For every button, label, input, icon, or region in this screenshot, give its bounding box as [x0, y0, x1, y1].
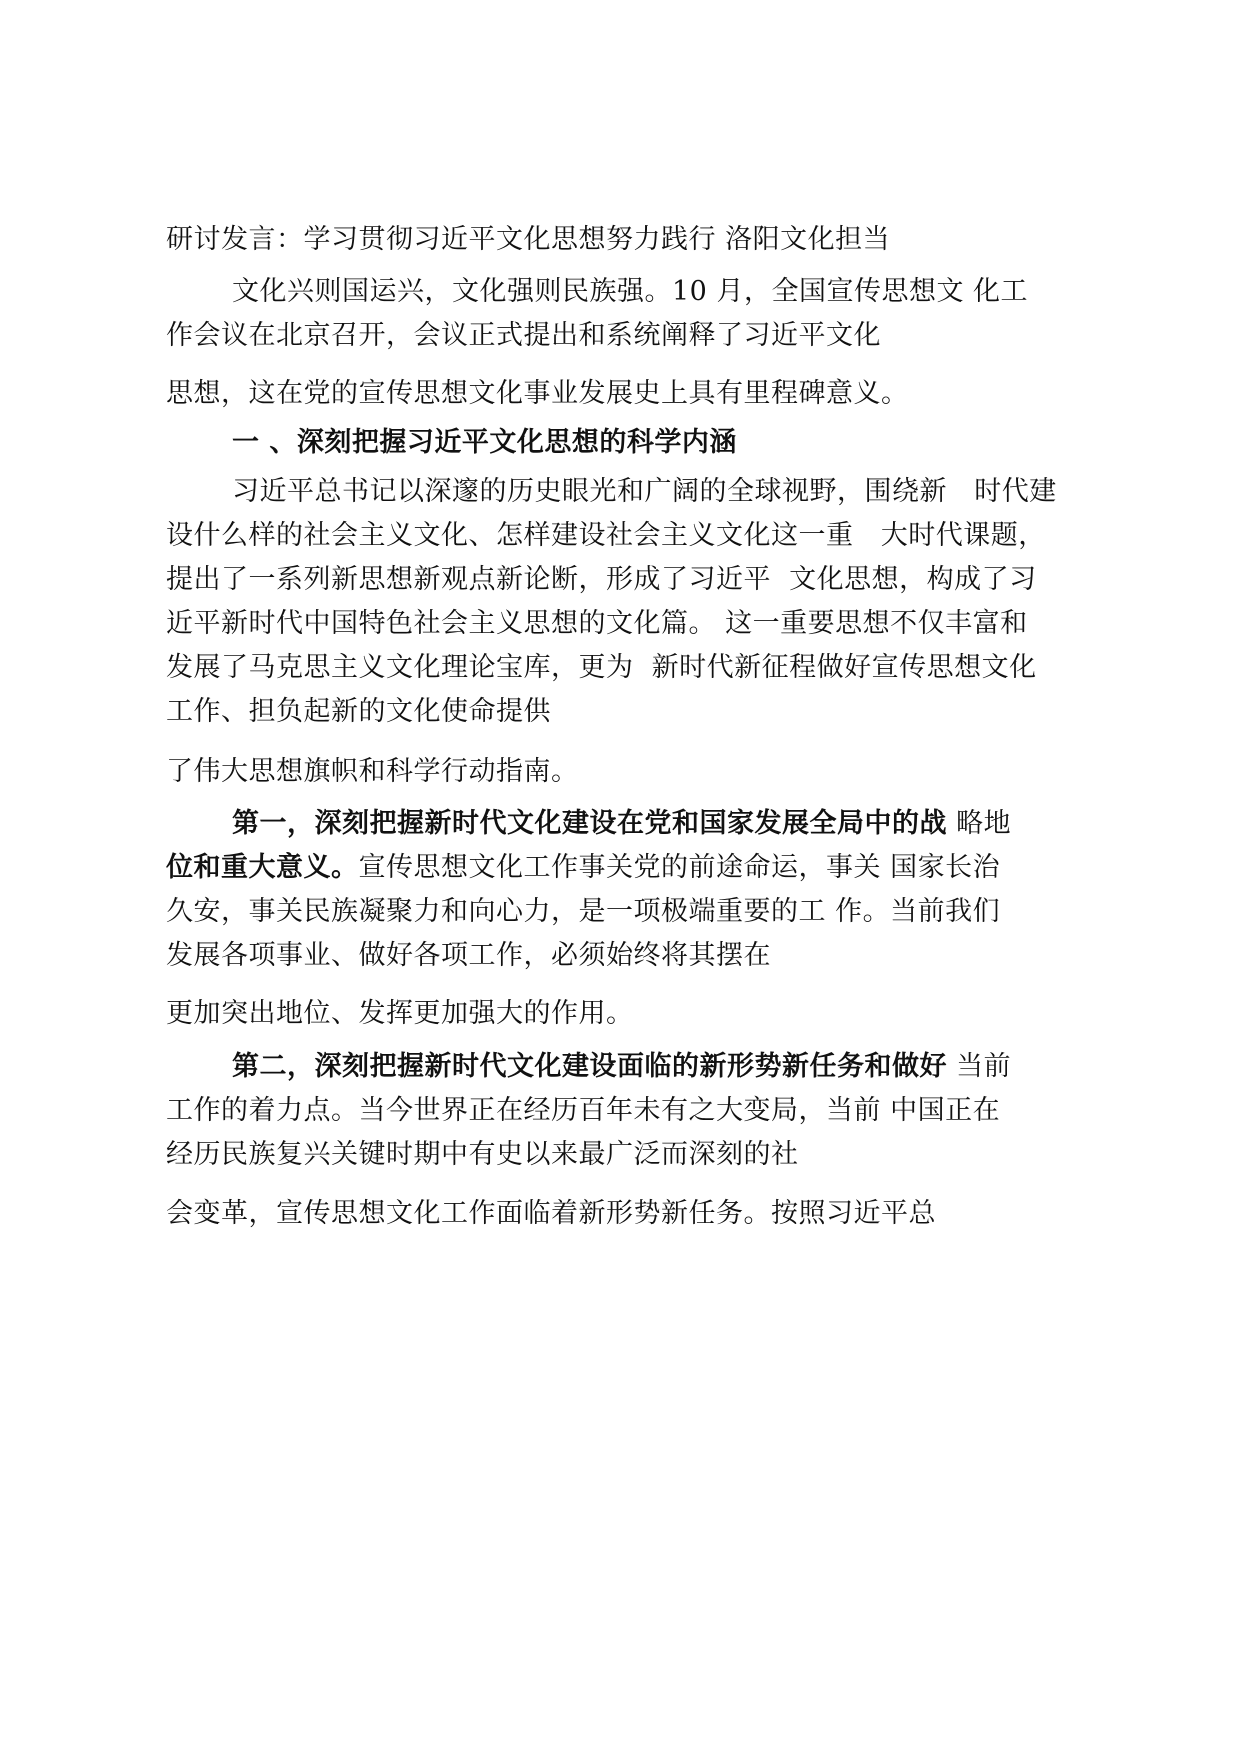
point-2-line: 会变革，宣传思想文化工作面临着新形势新任务。按照习近平总 — [166, 1198, 936, 1229]
point-1-line-1 — [232, 806, 1011, 842]
point-1-text-b: 宣传思想文化工作事关党的前途命运，事关 国家长治 — [358, 852, 1001, 883]
point-1-heading-b: 位和重大意义。 — [166, 852, 359, 883]
point-1-line: 更加突出地位、发挥更加强大的作用。 — [166, 998, 634, 1029]
section-1-heading: 一 、深刻把握习近平文化思想的科学内涵 — [232, 427, 737, 458]
point-2-text-a: 当前 — [947, 1051, 1012, 1082]
point-1-line: 发展各项事业、做好各项工作，必须始终将其摆在 — [166, 940, 771, 971]
point-1-line-2 — [166, 850, 1000, 886]
section-1-line: 习近平总书记以深邃的历史眼光和广阔的全球视野，围绕新 时代建 — [232, 476, 1057, 507]
intro-line-1-number: 10 — [672, 276, 708, 307]
intro-line-3: 思想，这在党的宣传思想文化事业发展史上具有里程碑意义。 — [166, 378, 909, 409]
section-1-line: 发展了马克思主义文化理论宝库，更为 新时代新征程做好宣传思想文化 — [166, 652, 1037, 683]
point-2-line-2: 工作的着力点。当今世界正在经历百年未有之大变局，当前 中国正在 — [166, 1095, 1001, 1126]
intro-line-1-text-b: 月，全国宣传思想文 化工 — [707, 276, 1029, 307]
point-2-line-1 — [232, 1049, 1011, 1085]
intro-line-2: 作会议在北京召开，会议正式提出和系统阐释了习近平文化 — [166, 320, 881, 351]
section-1-line: 近平新时代中国特色社会主义思想的文化篇。 这一重要思想不仅丰富和 — [166, 608, 1028, 639]
point-2-line: 经历民族复兴关键时期中有史以来最广泛而深刻的社 — [166, 1139, 799, 1170]
document-title: 研讨发言：学习贯彻习近平文化思想努力践行 洛阳文化担当 — [166, 224, 891, 255]
point-2-heading: 第二，深刻把握新时代文化建设面临的新形势新任务和做好 — [232, 1051, 947, 1082]
section-1-line: 了伟大思想旗帜和科学行动指南。 — [166, 756, 579, 787]
section-1-line: 工作、担负起新的文化使命提供 — [166, 696, 551, 727]
point-1-line: 久安，事关民族凝聚力和向心力，是一项极端重要的工 作。当前我们 — [166, 896, 1001, 927]
section-1-line: 提出了一系列新思想新观点新论断，形成了习近平 文化思想，构成了习 — [166, 564, 1037, 595]
intro-line-1 — [232, 274, 1028, 310]
point-1-text-a: 略地 — [947, 808, 1012, 839]
intro-line-1-text-a: 文化兴则国运兴，文化强则民族强。 — [232, 276, 672, 307]
section-1-line: 设什么样的社会主义文化、怎样建设社会主义文化这一重 大时代课题， — [166, 520, 1046, 551]
point-1-heading-a: 第一，深刻把握新时代文化建设在党和国家发展全局中的战 — [232, 808, 947, 839]
